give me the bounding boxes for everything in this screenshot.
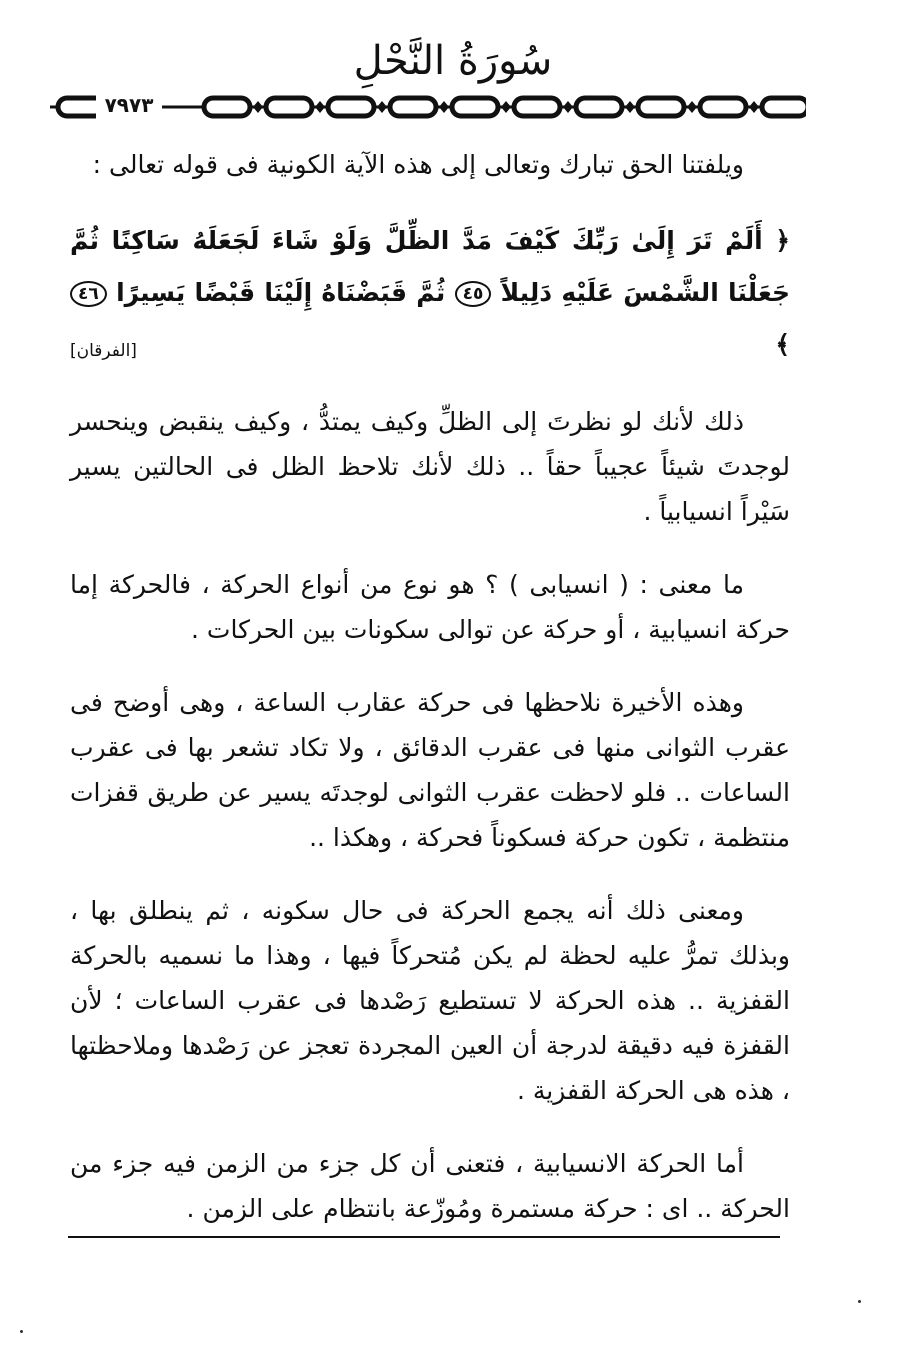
scan-speck: [20, 1330, 23, 1333]
page-number: ٧٩٧٣: [96, 91, 162, 119]
quran-verse: [70, 215, 790, 371]
header-ornament-border: [50, 92, 806, 122]
surah-title: سُورَةُ النَّحْلِ: [353, 38, 553, 84]
verse-close-bracket: ﴾: [775, 330, 790, 359]
paragraph-clock: وهذه الأخيرة نلاحظها فى حركة عقارب الساعة ، وهى أوضح فى عقرب الثوانى منها فى عقرب الدقائق ، ولا تكاد تشعر بها فى عقرب الساعات .. فلو لاحظت عقرب الثوانى لوجدتَه يسير عن طريق قفزات منتظمة ، تكون حركة فسكوناً فحركة ، وهكذا ..: [70, 688, 790, 852]
paragraph-jump-motion: ومعنى ذلك أنه يجمع الحركة فى حال سكونه ، ثم ينطلق بها ، وبذلك تمرُّ عليه لحظة لم يكن مُتحركاً فيها ، وهذا ما نسميه بالحركة القفزية .. هذه الحركة لا تستطيع رَصْدها فى عقرب الساعات ؛ لأن القفزة فيه دقيقة لدرجة أن العين المجردة تعجز عن رَصْدها وملاحظتها ، هذه هى الحركة القفزية .: [70, 896, 790, 1105]
verse-surah-reference: [الفرقان]: [70, 341, 137, 361]
verse-number-45: ٤٥: [455, 281, 492, 307]
paragraph-meaning: ما معنى : ( انسيابى ) ؟ هو نوع من أنواع الحركة ، فالحركة إما حركة انسيابية ، أو حركة عن توالى سكونات بين الحركات .: [70, 570, 790, 644]
verse-text-part2: ثُمَّ قَبَضْنَاهُ إِلَيْنَا قَبْضًا يَسِيرًا: [116, 278, 446, 307]
verse-text-part1: ﴿ أَلَمْ تَرَ إِلَىٰ رَبِّكَ كَيْفَ مَدَّ الظِّلَّ وَلَوْ شَاءَ لَجَعَلَهُ سَاكِنًا ثُمَّ جَعَلْنَا الشَّمْسَ عَلَيْهِ دَلِيلاً: [70, 226, 790, 307]
footer-rule: [68, 1236, 780, 1238]
paragraph-intro: ويلفتنا الحق تبارك وتعالى إلى هذه الآية الكونية فى قوله تعالى :: [92, 150, 744, 179]
paragraph-flow-motion: أما الحركة الانسيابية ، فتعنى أن كل جزء من الزمن فيه جزء من الحركة .. اى : حركة مستمرة ومُوزّعة بانتظام على الزمن .: [70, 1149, 790, 1223]
paragraph-shadow: ذلك لأنك لو نظرتَ إلى الظلِّ وكيف يمتدُّ ، وكيف ينقبض وينحسر لوجدتَ شيئاً عجيباً حقاً .. ذلك لأنك تلاحظ الظل فى الحالتين يسير سَيْراً انسيابياً .: [70, 407, 790, 526]
scan-speck: [858, 1300, 861, 1303]
page-body: [70, 142, 790, 1259]
verse-number-46: ٤٦: [70, 281, 107, 307]
